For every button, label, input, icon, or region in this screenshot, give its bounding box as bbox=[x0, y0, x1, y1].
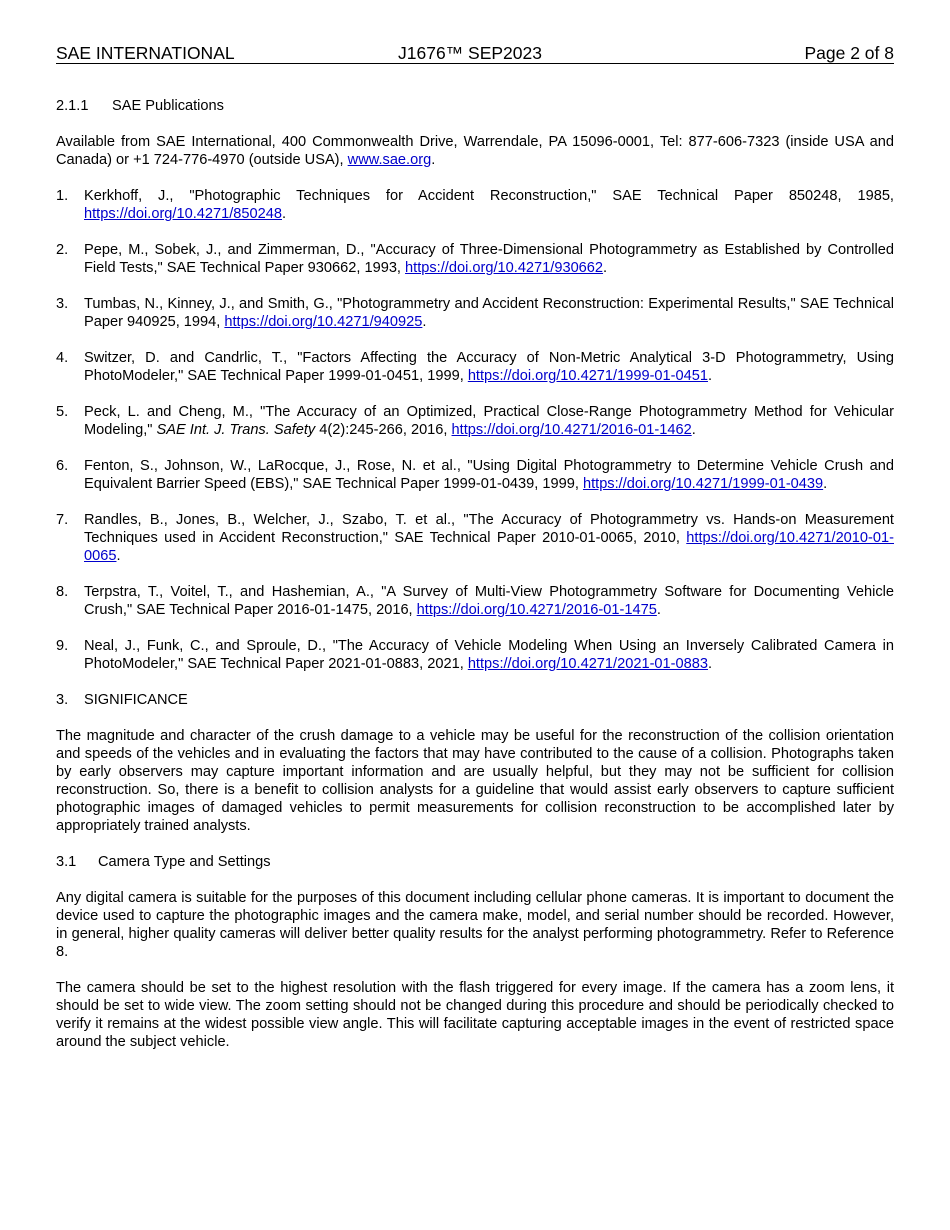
reference-doi-link[interactable]: https://doi.org/10.4271/1999-01-0451 bbox=[467, 368, 708, 384]
reference-doi-link[interactable]: https://doi.org/10.4271/2021-01-0883 bbox=[467, 656, 708, 672]
header-org: SAE INTERNATIONAL bbox=[56, 43, 235, 63]
reference-number: 2. bbox=[56, 242, 69, 258]
reference-journal: SAE Int. J. Trans. Safety bbox=[156, 422, 316, 438]
reference-number: 3. bbox=[56, 296, 69, 312]
reference-citation: Kerkhoff, J., "Photographic Techniques for Accident Reconstruction," SAE Technical Paper 850248, 1985, bbox=[84, 188, 894, 204]
intro-end: . bbox=[431, 152, 436, 168]
reference-text: Tumbas, N., Kinney, J., and Smith, G., "Photogrammetry and Accident Reconstruction: Experimental Results," SAE Technical Paper 940925, 1994, https://doi.org/10.4271/940925. bbox=[84, 296, 894, 330]
intro-text: Available from SAE International, 400 Commonwealth Drive, Warrendale, PA 15096-0001, Tel: 877-606-7323 (inside USA and Canada) or +1 724-776-4970 (outside USA), bbox=[56, 134, 894, 168]
reference-citation: Fenton, S., Johnson, W., LaRocque, J., Rose, N. et al., "Using Digital Photogrammetry to Determine Vehicle Crush and Equivalent Barrier Speed (EBS)," SAE Technical Paper 1999-01-0439, 1999, bbox=[84, 458, 894, 492]
reference-list bbox=[56, 187, 894, 673]
reference-volume: 4(2):245-266, 2016, bbox=[315, 422, 452, 438]
reference-text: Pepe, M., Sobek, J., and Zimmerman, D., "Accuracy of Three-Dimensional Photogrammetry as Established by Controlled Field Tests," SAE Technical Paper 930662, 1993, https://doi.org/10.4271/930662. bbox=[84, 242, 894, 276]
reference-item bbox=[56, 187, 894, 223]
reference-text: Fenton, S., Johnson, W., LaRocque, J., Rose, N. et al., "Using Digital Photogrammetry to Determine Vehicle Crush and Equivalent Barrier Speed (EBS)," SAE Technical Paper 1999-01-0439, 1999, https://doi.org/10.4271/1999-01-0439. bbox=[84, 458, 894, 492]
section-number: 3.1 bbox=[56, 854, 77, 870]
reference-item bbox=[56, 295, 894, 331]
sae-website-link[interactable]: www.sae.org bbox=[347, 152, 432, 168]
reference-item bbox=[56, 403, 894, 439]
section-title: SIGNIFICANCE bbox=[84, 692, 188, 708]
section-title: Camera Type and Settings bbox=[98, 854, 271, 870]
reference-number: 1. bbox=[56, 188, 69, 204]
reference-number: 8. bbox=[56, 584, 69, 600]
section-2-1-1-heading bbox=[56, 97, 894, 115]
reference-citation: Switzer, D. and Candrlic, T., "Factors Affecting the Accuracy of Non-Metric Analytical 3-D Photogrammetry, Using PhotoModeler," SAE Technical Paper 1999-01-0451, 1999, bbox=[84, 350, 894, 384]
reference-text: Kerkhoff, J., "Photographic Techniques for Accident Reconstruction," SAE Technical Paper 850248, 1985, https://doi.org/10.4271/850248. bbox=[84, 188, 894, 222]
reference-text: Switzer, D. and Candrlic, T., "Factors Affecting the Accuracy of Non-Metric Analytical 3-D Photogrammetry, Using PhotoModeler," SAE Technical Paper 1999-01-0451, 1999, https://doi.org/10.4271/1999-01-0451. bbox=[84, 350, 894, 384]
reference-doi-link[interactable]: https://doi.org/10.4271/2016-01-1475 bbox=[416, 602, 657, 618]
header-doc-id: J1676™ SEP2023 bbox=[398, 43, 542, 63]
reference-item bbox=[56, 511, 894, 565]
reference-number: 6. bbox=[56, 458, 69, 474]
section-3-heading bbox=[56, 691, 894, 709]
reference-citation: Pepe, M., Sobek, J., and Zimmerman, D., "Accuracy of Three-Dimensional Photogrammetry as Established by Controlled Field Tests," SAE Technical Paper 930662, 1993, bbox=[84, 242, 894, 276]
reference-doi-link[interactable]: https://doi.org/10.4271/930662 bbox=[405, 260, 604, 276]
reference-number: 4. bbox=[56, 350, 69, 366]
reference-citation: Peck, L. and Cheng, M., "The Accuracy of an Optimized, Practical Close-Range Photogrammetry Method for Vehicular Modeling," bbox=[84, 404, 894, 438]
reference-text: Neal, J., Funk, C., and Sproule, D., "The Accuracy of Vehicle Modeling When Using an Inversely Calibrated Camera in PhotoModeler," SAE Technical Paper 2021-01-0883, 2021, https://doi.org/10.4271/2021-01-0883. bbox=[84, 638, 894, 672]
section-number: 3. bbox=[56, 692, 69, 708]
reference-doi-link[interactable]: https://doi.org/10.4271/2010-01-0065 bbox=[84, 530, 894, 564]
reference-doi-link[interactable]: https://doi.org/10.4271/850248 bbox=[84, 206, 282, 222]
reference-citation: Neal, J., Funk, C., and Sproule, D., "The Accuracy of Vehicle Modeling When Using an Inversely Calibrated Camera in PhotoModeler," SAE Technical Paper 2021-01-0883, 2021, bbox=[84, 638, 894, 672]
reference-number: 9. bbox=[56, 638, 69, 654]
section-title: SAE Publications bbox=[112, 98, 224, 114]
publications-intro bbox=[56, 133, 894, 169]
header-page-number: Page 2 of 8 bbox=[804, 43, 894, 63]
reference-item bbox=[56, 349, 894, 385]
reference-citation: Terpstra, T., Voitel, T., and Hashemian, A., "A Survey of Multi-View Photogrammetry Software for Documenting Vehicle Crush," SAE Technical Paper 2016-01-1475, 2016, bbox=[84, 584, 894, 618]
reference-doi-link[interactable]: https://doi.org/10.4271/1999-01-0439 bbox=[582, 476, 824, 492]
document-page bbox=[56, 43, 894, 1051]
reference-text: Peck, L. and Cheng, M., "The Accuracy of an Optimized, Practical Close-Range Photogrammetry Method for Vehicular Modeling," SAE Int. J. Trans. Safety 4(2):245-266, 2016, https://doi.org/10.4271/2016-01-1462. bbox=[84, 404, 894, 438]
camera-type-paragraph: Any digital camera is suitable for the purposes of this document including cellular phone cameras. It is important to document the device used to capture the photographic images and the camera make, model, and serial number should be recorded. However, in general, higher quality cameras will deliver better quality results for the analyst performing photogrammetry. Refer to Reference 8. bbox=[56, 890, 894, 960]
page-header bbox=[56, 43, 894, 64]
reference-text: Terpstra, T., Voitel, T., and Hashemian, A., "A Survey of Multi-View Photogrammetry Software for Documenting Vehicle Crush," SAE Technical Paper 2016-01-1475, 2016, https://doi.org/10.4271/2016-01-1475. bbox=[84, 584, 894, 618]
camera-settings-paragraph: The camera should be set to the highest resolution with the flash triggered for every image. If the camera has a zoom lens, it should be set to wide view. The zoom setting should not be changed during this procedure and should be periodically checked to verify it remains at the widest possible view angle. This will facilitate capturing acceptable images in the event of restricted space around the subject vehicle. bbox=[56, 980, 894, 1050]
section-3-1-heading bbox=[56, 853, 894, 871]
significance-paragraph: The magnitude and character of the crush damage to a vehicle may be useful for the reconstruction of the collision orientation and speeds of the vehicles and in evaluating the factors that may have contributed to the cause of a collision. Photographs taken by early observers may capture important information and are usually helpful, but they may not be sufficient for collision reconstruction. So, there is a benefit to collision analysts for a guideline that would assist early observers to capture sufficient photographic images of damaged vehicles to permit measurements for collision reconstruction to be accomplished later by appropriately trained analysts. bbox=[56, 728, 894, 834]
reference-item bbox=[56, 583, 894, 619]
reference-doi-link[interactable]: https://doi.org/10.4271/940925 bbox=[224, 314, 423, 330]
reference-citation: Tumbas, N., Kinney, J., and Smith, G., "Photogrammetry and Accident Reconstruction: Experimental Results," SAE Technical Paper 940925, 1994, bbox=[84, 296, 894, 330]
reference-item bbox=[56, 457, 894, 493]
reference-number: 5. bbox=[56, 404, 69, 420]
reference-text: Randles, B., Jones, B., Welcher, J., Szabo, T. et al., "The Accuracy of Photogrammetry vs. Hands-on Measurement Techniques used in Accident Reconstruction," SAE Technical Paper 2010-01-0065, 2010, https://doi.org/10.4271/2010-01-0065. bbox=[84, 512, 894, 564]
reference-number: 7. bbox=[56, 512, 69, 528]
reference-item bbox=[56, 241, 894, 277]
reference-item bbox=[56, 637, 894, 673]
reference-doi-link[interactable]: https://doi.org/10.4271/2016-01-1462 bbox=[451, 422, 692, 438]
reference-citation: Randles, B., Jones, B., Welcher, J., Szabo, T. et al., "The Accuracy of Photogrammetry vs. Hands-on Measurement Techniques used in Accident Reconstruction," SAE Technical Paper 2010-01-0065, 2010, bbox=[84, 512, 894, 546]
section-number: 2.1.1 bbox=[56, 98, 89, 114]
